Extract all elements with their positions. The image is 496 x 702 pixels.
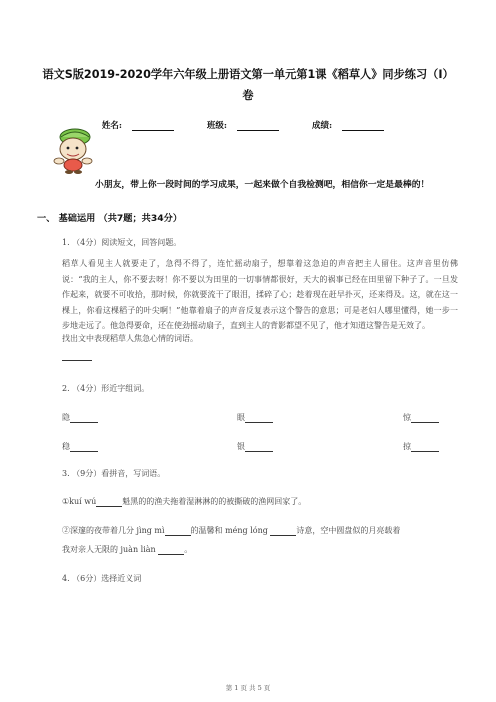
word-item[interactable] [403,412,439,423]
character-label: 掠 [403,442,411,451]
character-label: 银 [237,442,245,451]
cartoon-boy-icon [45,125,103,175]
class-label: 班级: [206,121,228,131]
document-title-line2: 卷 [242,89,254,102]
pinyin-text: 的温馨和 méng lóng [190,526,268,535]
answer-blank[interactable] [96,498,122,507]
sentence-text: 魁黑的的渔夫拖着湿淋淋的的被撕破的渔网回家了。 [122,497,307,506]
word-item[interactable] [62,441,98,452]
answer-blank[interactable] [270,527,296,536]
score-field[interactable] [312,121,394,131]
word-item[interactable] [403,441,439,452]
word-item[interactable] [237,412,273,423]
score-label: 成绩: [312,121,333,131]
sentence-text: 诗意，空中圆盘似的月亮载着 [296,526,401,535]
pinyin-line-1 [62,496,306,507]
encouragement-text: 小朋友，带上你一段时间的学习成果，一起来做个自我检测吧，相信你一定是最棒的！ [95,180,430,190]
character-label: 稳 [62,442,70,451]
page-footer: 第 1 页 共 5 页 [225,684,271,692]
question-2-header: 2. （4分）形近字组词。 [62,384,150,393]
character-label: 隐 [62,413,70,422]
class-field[interactable] [207,121,289,131]
pinyin-text: 我对亲人无限的 juàn liàn [62,545,156,554]
word-item[interactable] [237,441,273,452]
pinyin-line-2 [62,525,400,536]
question-3-header: 3. （9分）看拼音，写词语。 [62,469,166,478]
name-field[interactable] [102,121,184,131]
question-1-passage: 稻草人看见主人就要走了，急得不得了，连忙摇动扇子，想靠着这急迫的声音把主人留住。这声音里仿佛说：“我的主人，你不要去呀！你不要以为田里的一切事情都很好，天大的祸事已经在田里留下种子了。一旦发作起来，就要不可收拾，那时候，你就要流干了眼泪，揉碎了心；趁着现在赶早扑灭，还来得及。这，就在这一棵上，你看这棵稻子的叶尖啊！”他靠着扇子的声音反复表示这个警告的意思；可是老妇人哪里懂得，她一步一步地走远了。他急得要命，还在使劲摇动扇子，直到主人的背影都望不见了，他才知道这警告是无效了。 [62,259,458,331]
character-label: 惊 [403,413,411,422]
answer-blank[interactable] [165,527,191,536]
answer-blank[interactable] [158,546,184,555]
answer-blank[interactable] [62,352,92,361]
document-title-line1: 语文S版2019-2020学年六年级上册语文第一单元第1课《稻草人》同步练习（I） [42,68,454,81]
character-label: 眼 [237,413,245,422]
section-heading: 一、 基础运用 （共7题；共34分） [37,213,183,224]
sentence-text: 。 [184,545,193,554]
pinyin-line-3 [62,544,192,555]
word-item[interactable] [62,412,98,423]
pinyin-text: ②深邃的夜带着几分 jìng mì [62,526,165,535]
question-1-header: 1. （4分）阅读短文，回答问题。 [62,238,182,247]
pinyin-text: ①kuí wú [62,497,97,506]
name-label: 姓名: [101,121,122,131]
question-4-header: 4. （6分）选择近义词 [62,574,142,583]
question-1-task: 找出文中表现稻草人焦急心情的词语。 [62,334,198,343]
